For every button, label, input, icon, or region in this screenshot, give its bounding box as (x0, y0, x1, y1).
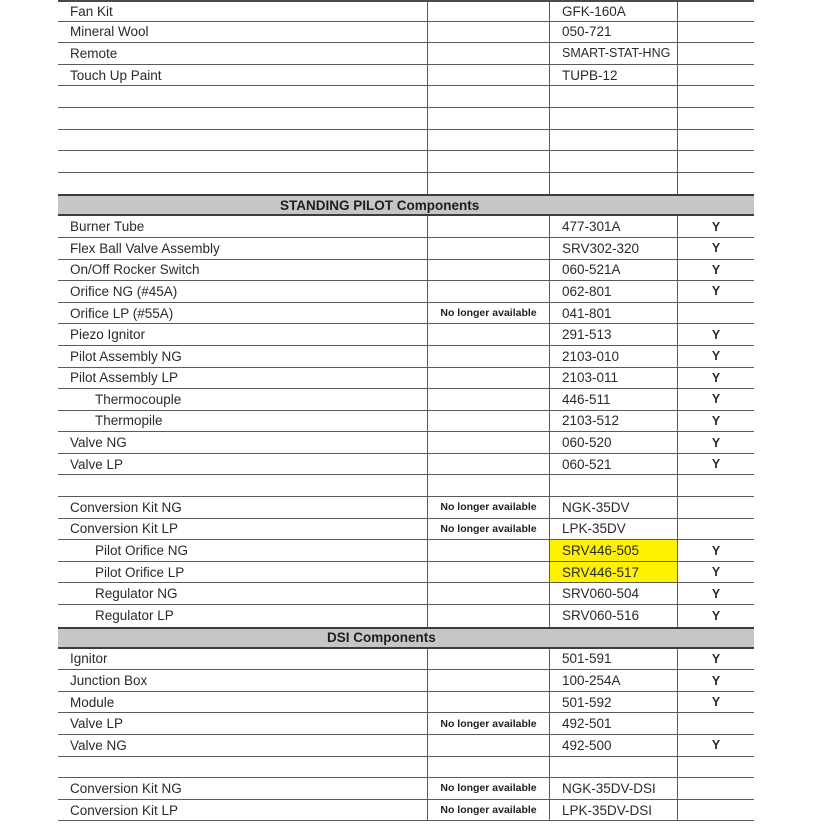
availability-note (427, 108, 549, 129)
part-number: NGK-35DV (549, 497, 677, 518)
in-stock-flag: Y (677, 281, 754, 302)
part-number: 2103-010 (549, 346, 677, 367)
in-stock-flag: Y (677, 216, 754, 237)
part-number: 2103-011 (549, 368, 677, 389)
availability-note: No longer available (427, 303, 549, 324)
in-stock-flag: Y (677, 735, 754, 756)
table-row (58, 346, 754, 368)
part-number: 501-592 (549, 692, 677, 713)
in-stock-flag (677, 497, 754, 518)
in-stock-flag (677, 778, 754, 799)
table-row (58, 368, 754, 390)
part-number: 446-511 (549, 389, 677, 410)
availability-note (427, 454, 549, 475)
availability-note: No longer available (427, 519, 549, 540)
availability-note (427, 757, 549, 778)
part-name: Mineral Wool (70, 24, 149, 40)
part-name: Pilot Assembly LP (70, 370, 179, 386)
availability-note (427, 324, 549, 345)
in-stock-flag (677, 108, 754, 129)
in-stock-flag: Y (677, 368, 754, 389)
part-name: Piezo Ignitor (70, 327, 146, 343)
in-stock-flag: Y (677, 583, 754, 604)
part-number: 100-254A (549, 670, 677, 691)
table-row (58, 649, 754, 671)
part-number: LPK-35DV (549, 519, 677, 540)
empty-row (58, 173, 754, 195)
part-name: Pilot Assembly NG (70, 348, 182, 364)
availability-note (427, 281, 549, 302)
availability-note (427, 475, 549, 496)
availability-note (427, 432, 549, 453)
availability-note (427, 670, 549, 691)
part-number: LPK-35DV-DSI (549, 800, 677, 821)
availability-note (427, 22, 549, 43)
part-name: Junction Box (70, 673, 148, 689)
in-stock-flag (677, 475, 754, 496)
part-number: 062-801 (549, 281, 677, 302)
section-header-dsi (58, 627, 754, 649)
availability-note (427, 216, 549, 237)
part-name: Thermopile (95, 413, 163, 429)
in-stock-flag: Y (677, 649, 754, 670)
table-row (58, 303, 754, 325)
part-number-highlighted: SRV446-505 (549, 540, 677, 561)
in-stock-flag: Y (677, 346, 754, 367)
availability-note: No longer available (427, 800, 549, 821)
table-row (58, 670, 754, 692)
in-stock-flag: Y (677, 260, 754, 281)
in-stock-flag (677, 519, 754, 540)
part-name: Ignitor (70, 651, 108, 667)
part-name (58, 108, 427, 129)
part-name (58, 757, 427, 778)
part-name: Burner Tube (70, 219, 145, 235)
part-number (549, 86, 677, 107)
part-number: SRV302-320 (549, 238, 677, 259)
part-name: Valve LP (70, 716, 124, 732)
empty-row (58, 108, 754, 130)
part-name: Conversion Kit LP (70, 521, 179, 537)
part-number: 477-301A (549, 216, 677, 237)
part-name: Regulator NG (95, 586, 178, 602)
table-row (58, 519, 754, 541)
section-title: STANDING PILOT Components (280, 197, 480, 213)
part-name: Regulator LP (95, 608, 174, 624)
part-number (549, 173, 677, 195)
part-number: 060-521 (549, 454, 677, 475)
part-name: Conversion Kit NG (70, 780, 182, 796)
part-number: 291-513 (549, 324, 677, 345)
table-row (58, 778, 754, 800)
table-row (58, 389, 754, 411)
empty-row (58, 130, 754, 152)
table-row (58, 281, 754, 303)
in-stock-flag: Y (677, 692, 754, 713)
part-number (549, 757, 677, 778)
part-name: Orifice LP (#55A) (70, 305, 174, 321)
part-number: 2103-512 (549, 411, 677, 432)
availability-note (427, 238, 549, 259)
table-row (58, 432, 754, 454)
availability-note: No longer available (427, 713, 549, 734)
part-name (58, 86, 427, 107)
availability-note (427, 2, 549, 21)
part-name: Orifice NG (#45A) (70, 283, 178, 299)
parts-table (58, 0, 754, 821)
part-name: Pilot Orifice NG (95, 543, 189, 559)
in-stock-flag (677, 65, 754, 86)
in-stock-flag: Y (677, 324, 754, 345)
part-name: On/Off Rocker Switch (70, 262, 200, 278)
part-name: Valve NG (70, 435, 127, 451)
part-number: TUPB-12 (549, 65, 677, 86)
part-name: Module (70, 694, 115, 710)
table-row (58, 454, 754, 476)
part-name: Thermocouple (95, 391, 182, 407)
empty-row (58, 86, 754, 108)
section-header-standing-pilot (58, 194, 754, 216)
part-number: SRV060-516 (549, 605, 677, 627)
part-name (58, 475, 427, 496)
part-name (58, 173, 427, 195)
availability-note (427, 583, 549, 604)
in-stock-flag (677, 86, 754, 107)
part-name (58, 130, 427, 151)
part-name: Fan Kit (70, 3, 113, 19)
table-row (58, 411, 754, 433)
part-name: Remote (70, 45, 118, 61)
part-number: 492-501 (549, 713, 677, 734)
part-number: 060-521A (549, 260, 677, 281)
table-row (58, 0, 754, 22)
part-name: Conversion Kit LP (70, 802, 179, 818)
in-stock-flag (677, 800, 754, 821)
in-stock-flag: Y (677, 238, 754, 259)
table-row (58, 583, 754, 605)
table-row (58, 43, 754, 65)
in-stock-flag (677, 2, 754, 21)
in-stock-flag: Y (677, 540, 754, 561)
table-row (58, 540, 754, 562)
in-stock-flag (677, 43, 754, 64)
table-row (58, 800, 754, 822)
in-stock-flag (677, 713, 754, 734)
table-row (58, 713, 754, 735)
availability-note (427, 411, 549, 432)
availability-note (427, 692, 549, 713)
table-row (58, 22, 754, 44)
section-title: DSI Components (327, 630, 436, 646)
part-number: GFK-160A (549, 2, 677, 21)
in-stock-flag: Y (677, 454, 754, 475)
availability-note (427, 130, 549, 151)
table-row (58, 562, 754, 584)
availability-note (427, 151, 549, 172)
in-stock-flag: Y (677, 411, 754, 432)
table-row (58, 324, 754, 346)
part-name: Pilot Orifice LP (95, 564, 185, 580)
in-stock-flag: Y (677, 432, 754, 453)
availability-note (427, 173, 549, 195)
availability-note (427, 562, 549, 583)
part-number: SMART-STAT-HNG (549, 43, 677, 64)
part-name: Touch Up Paint (70, 67, 162, 83)
in-stock-flag (677, 130, 754, 151)
availability-note (427, 65, 549, 86)
table-row (58, 238, 754, 260)
availability-note: No longer available (427, 778, 549, 799)
in-stock-flag (677, 151, 754, 172)
empty-row (58, 475, 754, 497)
table-row (58, 497, 754, 519)
in-stock-flag (677, 173, 754, 195)
table-row (58, 692, 754, 714)
part-number: 041-801 (549, 303, 677, 324)
availability-note (427, 735, 549, 756)
part-number: 060-520 (549, 432, 677, 453)
availability-note (427, 368, 549, 389)
empty-row (58, 757, 754, 779)
table-row (58, 605, 754, 627)
part-number (549, 108, 677, 129)
in-stock-flag: Y (677, 605, 754, 627)
part-number-highlighted: SRV446-517 (549, 562, 677, 583)
empty-row (58, 151, 754, 173)
availability-note: No longer available (427, 497, 549, 518)
part-number: NGK-35DV-DSI (549, 778, 677, 799)
part-number (549, 475, 677, 496)
availability-note (427, 605, 549, 627)
availability-note (427, 649, 549, 670)
part-name: Flex Ball Valve Assembly (70, 240, 220, 256)
part-name: Valve NG (70, 737, 127, 753)
in-stock-flag (677, 303, 754, 324)
in-stock-flag: Y (677, 389, 754, 410)
table-row (58, 216, 754, 238)
in-stock-flag (677, 22, 754, 43)
part-number (549, 151, 677, 172)
availability-note (427, 260, 549, 281)
part-name: Valve LP (70, 456, 124, 472)
part-number: 050-721 (549, 22, 677, 43)
part-number: SRV060-504 (549, 583, 677, 604)
in-stock-flag: Y (677, 670, 754, 691)
part-number: 501-591 (549, 649, 677, 670)
availability-note (427, 389, 549, 410)
table-row (58, 260, 754, 282)
part-number (549, 130, 677, 151)
part-name: Conversion Kit NG (70, 499, 182, 515)
availability-note (427, 43, 549, 64)
table-row (58, 65, 754, 87)
in-stock-flag (677, 757, 754, 778)
part-name (58, 151, 427, 172)
availability-note (427, 540, 549, 561)
table-row (58, 735, 754, 757)
part-number: 492-500 (549, 735, 677, 756)
in-stock-flag: Y (677, 562, 754, 583)
availability-note (427, 86, 549, 107)
availability-note (427, 346, 549, 367)
